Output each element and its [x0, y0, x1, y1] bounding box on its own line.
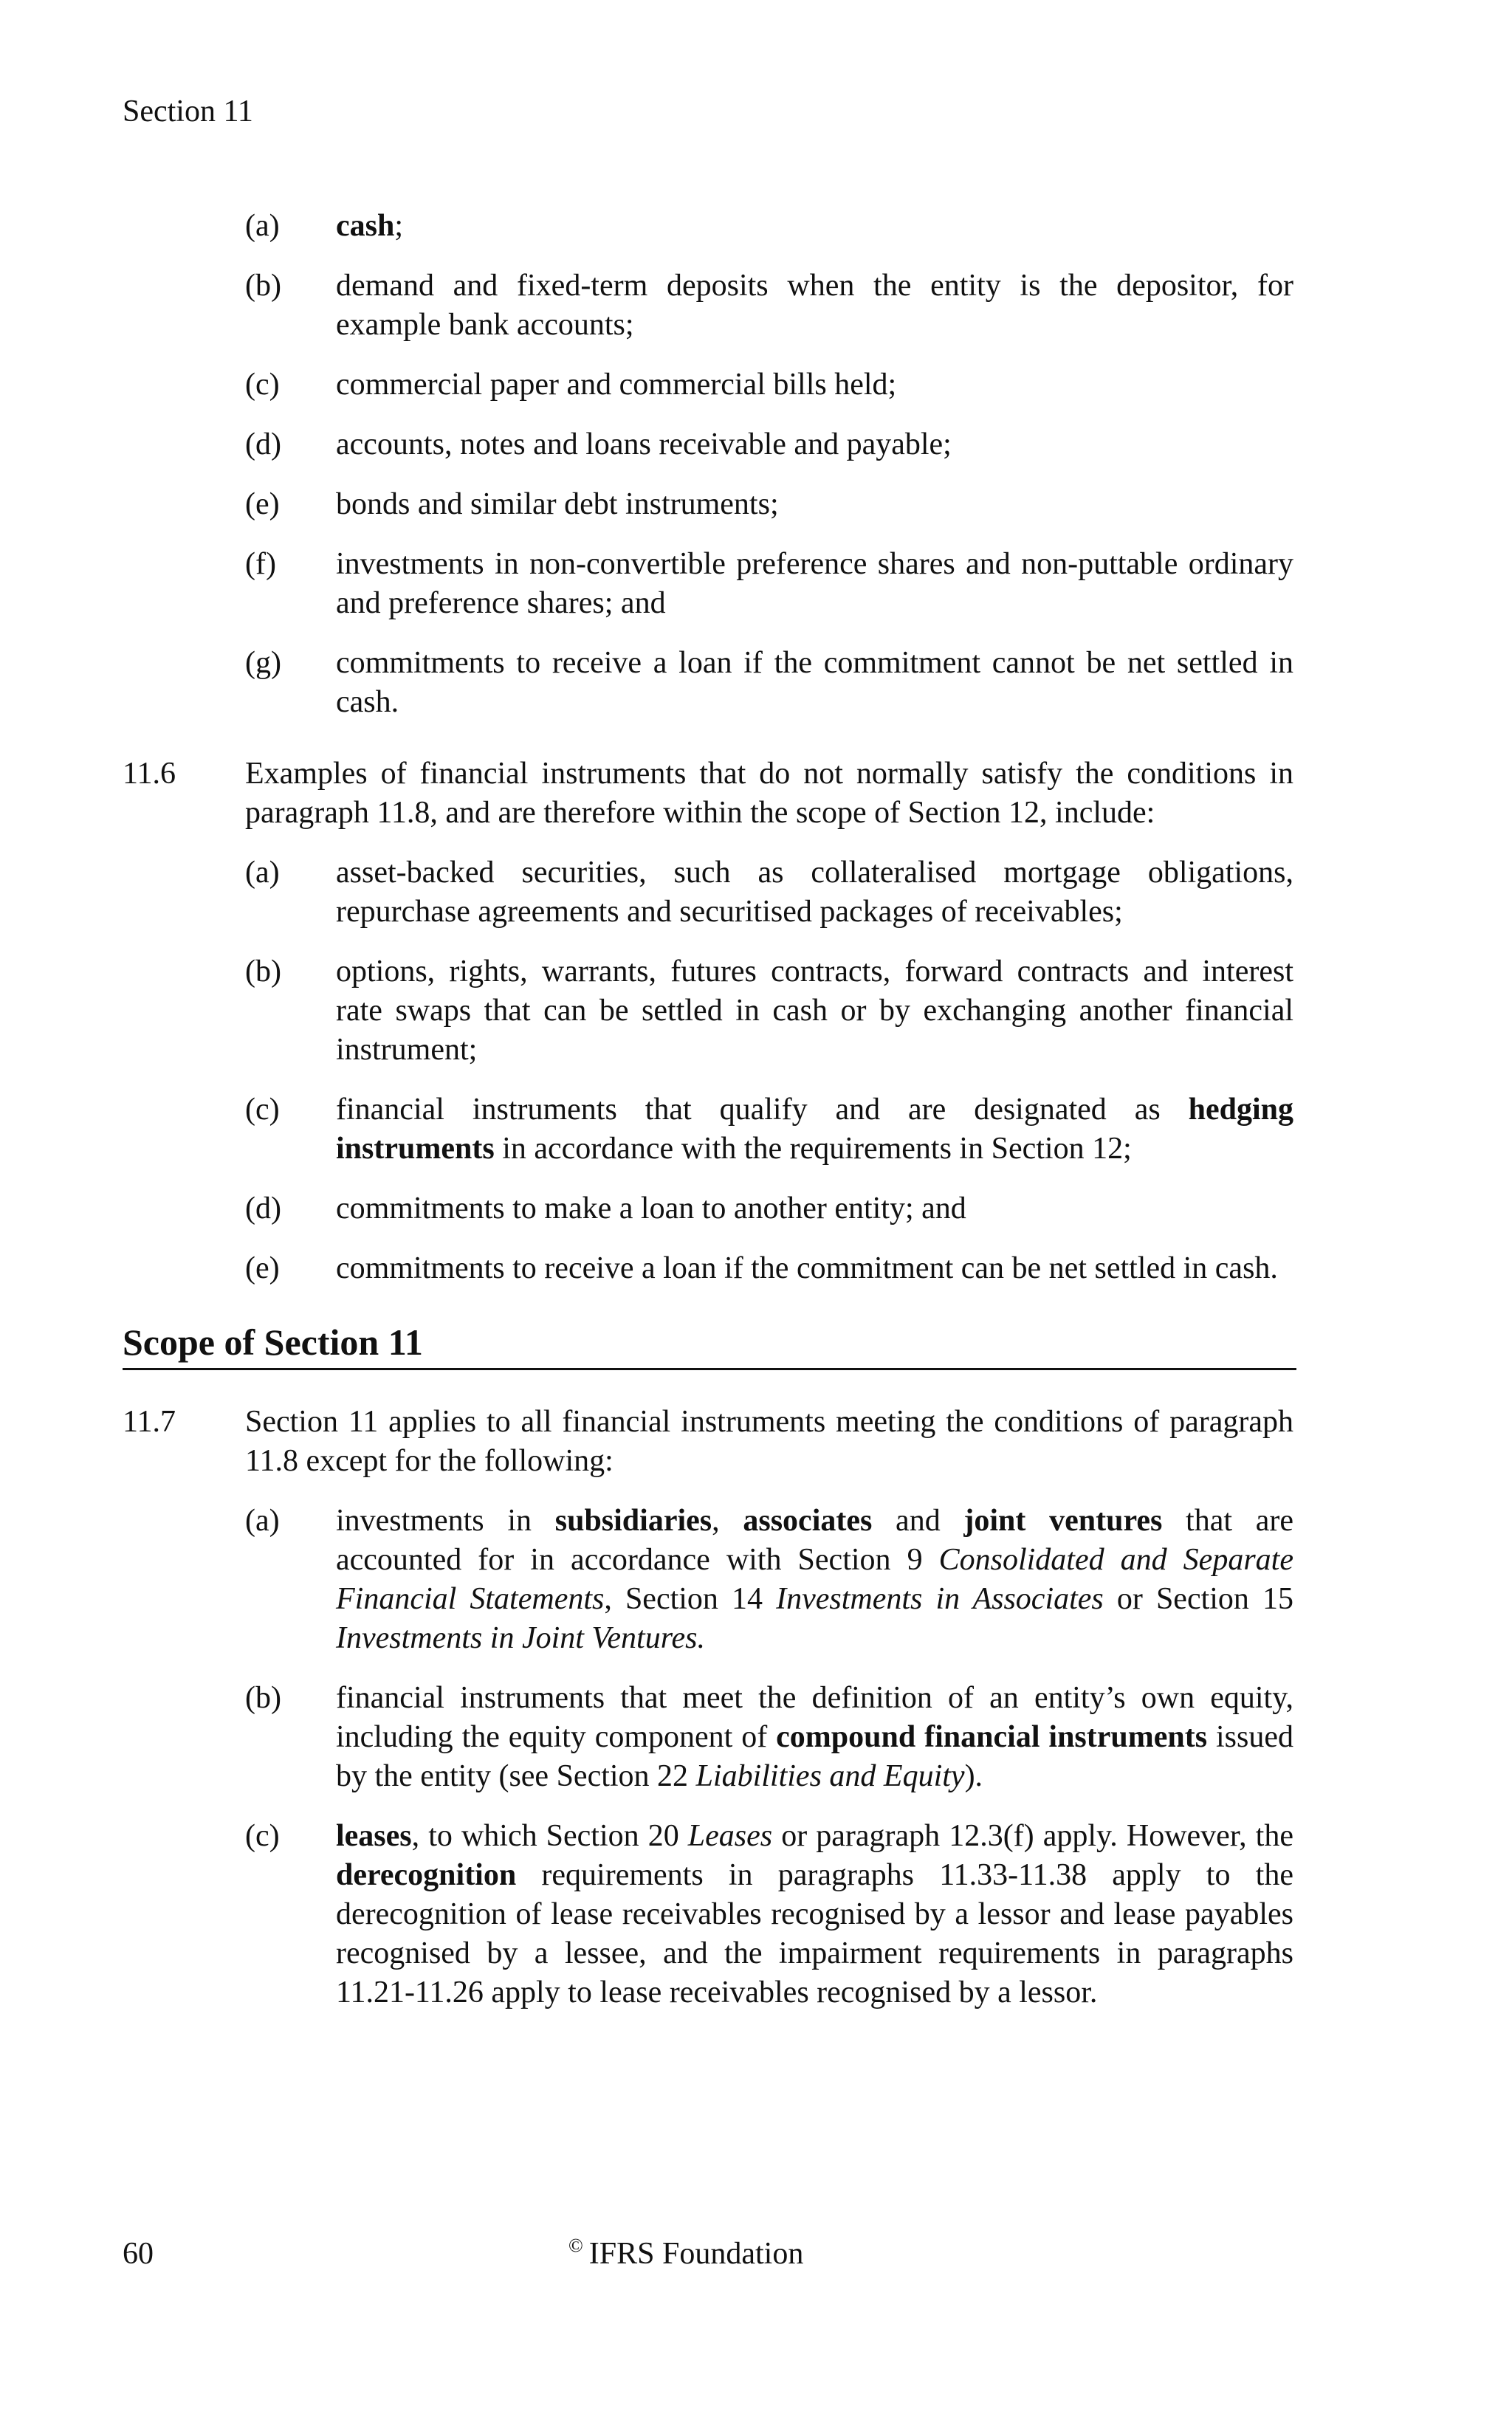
item-label: (e)	[245, 1251, 280, 1285]
paragraph-text: Section 11 applies to all financial instruments meeting the conditions of paragraph 11.8 except for the following:	[245, 1405, 1293, 1478]
standard-title: Investments in Associates	[776, 1582, 1104, 1616]
defined-term: derecognition	[336, 1858, 517, 1892]
list-item: (a) cash;	[123, 207, 1293, 246]
standard-title: Investments in Joint Ventures.	[336, 1621, 706, 1655]
item-text: options, rights, warrants, futures contracts, forward contracts and interest rate swaps that can be settled in cash or by exchanging another financial instrument;	[336, 955, 1293, 1067]
list-item	[123, 365, 1293, 405]
defined-term: hedging instruments	[336, 1093, 1293, 1166]
defined-term: associates	[743, 1504, 873, 1538]
paragraph-number: 11.6	[123, 757, 176, 791]
item-label: (e)	[245, 487, 280, 521]
item-label: (b)	[245, 269, 281, 303]
item-label: (a)	[245, 856, 280, 890]
list-item: (c) financial instruments that qualify and are designated as hedging instruments in accordance with the requirements in Section 12;	[123, 1090, 1293, 1169]
list-item: (a) investments in subsidiaries, associates and joint ventures that are accounted for in accordance with Section 9 Consolidated and Separate Financial Statements, Section 14 Investments in Associates or Section 15 Investments in Joint Ventures.	[123, 1502, 1293, 1658]
paragraph-number: 11.7	[123, 1405, 176, 1439]
item-label: (c)	[245, 1093, 280, 1127]
item-label: (d)	[245, 1192, 281, 1225]
paragraph-11-6	[123, 754, 1293, 833]
defined-term: cash	[336, 209, 395, 243]
standard-title: Consolidated and Separate Financial Statements	[336, 1543, 1293, 1616]
defined-term: compound financial instruments	[776, 1720, 1208, 1754]
section-heading: Scope of Section 11	[123, 1318, 1296, 1370]
list-item	[123, 267, 1293, 345]
item-label: (g)	[245, 646, 281, 680]
list-item	[123, 952, 1293, 1070]
item-text: commitments to receive a loan if the commitment can be net settled in cash.	[336, 1251, 1278, 1285]
paragraph-text: Examples of financial instruments that do not normally satisfy the conditions in paragraph 11.8, and are therefore within the scope of Section 12, include:	[245, 757, 1293, 830]
item-text: commercial paper and commercial bills held;	[336, 368, 897, 402]
paragraph-11-7	[123, 1403, 1293, 1481]
list-item	[123, 644, 1293, 722]
list-item	[123, 425, 1293, 464]
item-label: (c)	[245, 368, 280, 402]
item-text: bonds and similar debt instruments;	[336, 487, 779, 521]
defined-term: subsidiaries	[554, 1504, 712, 1538]
item-text: investments in non-convertible preference shares and non-puttable ordinary and preference shares; and	[336, 547, 1293, 620]
item-text: commitments to receive a loan if the commitment cannot be net settled in cash.	[336, 646, 1293, 719]
list-item	[123, 853, 1293, 932]
list-item	[123, 1249, 1293, 1288]
item-text: asset-backed securities, such as collateralised mortgage obligations, repurchase agreements and securitised packages of receivables;	[336, 856, 1293, 929]
item-text: accounts, notes and loans receivable and payable;	[336, 427, 952, 461]
running-header: Section 11	[123, 94, 253, 128]
page-number: 60	[123, 2237, 154, 2271]
item-label: (b)	[245, 955, 281, 989]
item-label: (a)	[245, 1504, 280, 1538]
item-text: commitments to make a loan to another entity; and	[336, 1192, 966, 1225]
footer-organisation: IFRS Foundation	[588, 2237, 804, 2271]
list-item	[123, 545, 1293, 623]
defined-term: joint ventures	[963, 1504, 1163, 1538]
standard-title: Leases	[687, 1819, 773, 1853]
copyright-icon: ©	[568, 2235, 583, 2256]
item-label: (a)	[245, 209, 280, 243]
item-label: (c)	[245, 1819, 280, 1853]
list-item	[123, 1189, 1293, 1228]
list-item	[123, 485, 1293, 524]
standard-title: Liabilities and Equity	[695, 1759, 965, 1793]
page-body	[123, 207, 1293, 2033]
list-item: (b) financial instruments that meet the definition of an entity’s own equity, including the equity component of compound financial instruments issued by the entity (see Section 22 Liabilities and Equity).	[123, 1679, 1293, 1796]
item-text: demand and fixed-term deposits when the entity is the depositor, for example bank accounts;	[336, 269, 1293, 342]
list-item: (c) leases, to which Section 20 Leases or paragraph 12.3(f) apply. However, the derecognition requirements in paragraphs 11.33-11.38 apply to the derecognition of lease receivables recognised by a lessor and lease payables recognised by a lessee, and the impairment requirements in paragraphs 11.21-11.26 apply to lease receivables recognised by a lessor.	[123, 1817, 1293, 2012]
footer-copyright	[568, 2235, 803, 2276]
defined-term: leases	[336, 1819, 412, 1853]
item-label: (b)	[245, 1681, 281, 1715]
item-label: (f)	[245, 547, 276, 581]
item-label: (d)	[245, 427, 281, 461]
